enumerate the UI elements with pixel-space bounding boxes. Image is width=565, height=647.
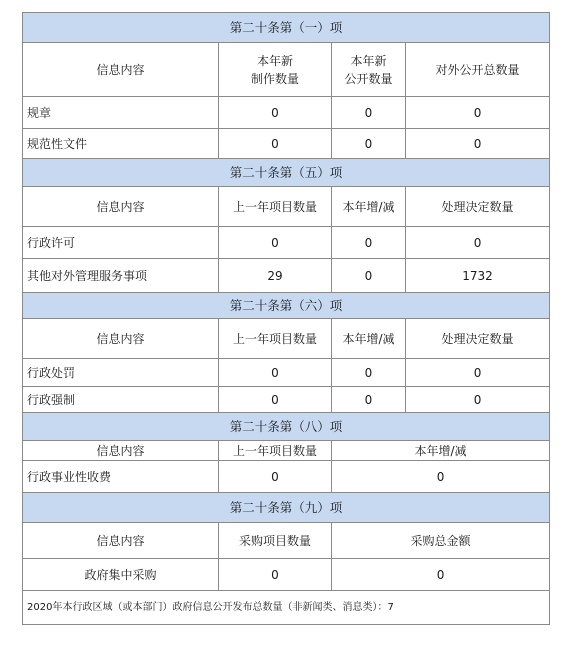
row-label: 规范性文件 (23, 129, 219, 159)
value-cell: 29 (219, 259, 332, 293)
value-cell: 0 (219, 129, 332, 159)
row-label: 规章 (23, 97, 219, 129)
table-row (23, 227, 550, 259)
header-row-8 (23, 441, 550, 461)
value-cell: 0 (219, 559, 332, 591)
header-cell: 上一年项目数量 (219, 319, 332, 359)
header-row-5 (23, 187, 550, 227)
table-row (23, 359, 550, 387)
header-row-6 (23, 319, 550, 359)
header-cell: 采购总金额 (332, 523, 550, 559)
header-cell: 信息内容 (23, 43, 219, 97)
value-cell: 0 (332, 129, 406, 159)
row-label: 行政强制 (23, 387, 219, 413)
header-row-9 (23, 523, 550, 559)
value-cell: 1732 (406, 259, 550, 293)
header-cell: 本年增/减 (332, 441, 550, 461)
header-cell: 本年增/减 (332, 187, 406, 227)
header-cell: 上一年项目数量 (219, 187, 332, 227)
value-cell: 0 (219, 387, 332, 413)
value-cell: 0 (332, 259, 406, 293)
section-title-8: 第二十条第（八）项 (23, 413, 550, 441)
section-title-1: 第二十条第（一）项 (23, 13, 550, 43)
header-cell: 处理决定数量 (406, 319, 550, 359)
row-label: 行政许可 (23, 227, 219, 259)
header-cell: 信息内容 (23, 319, 219, 359)
value-cell: 0 (332, 227, 406, 259)
value-cell: 0 (406, 129, 550, 159)
header-cell: 本年新 公开数量 (332, 43, 406, 97)
table-row (23, 259, 550, 293)
value-cell: 0 (406, 97, 550, 129)
header-cell: 本年新 制作数量 (219, 43, 332, 97)
section-title-9: 第二十条第（九）项 (23, 493, 550, 523)
value-cell: 0 (332, 359, 406, 387)
table-row (23, 461, 550, 493)
header-cell: 信息内容 (23, 523, 219, 559)
header-cell: 采购项目数量 (219, 523, 332, 559)
table-row (23, 129, 550, 159)
header-row-1 (23, 43, 550, 97)
table-row (23, 387, 550, 413)
row-label: 行政处罚 (23, 359, 219, 387)
footer-total: 2020年本行政区域（或本部门）政府信息公开发布总数量（非新闻类、消息类）：7 (23, 591, 550, 625)
value-cell: 0 (406, 359, 550, 387)
value-cell: 0 (219, 461, 332, 493)
section-title-6: 第二十条第（六）项 (23, 293, 550, 319)
row-label: 政府集中采购 (23, 559, 219, 591)
header-cell: 处理决定数量 (406, 187, 550, 227)
row-label: 其他对外管理服务事项 (23, 259, 219, 293)
value-cell: 0 (332, 461, 550, 493)
header-cell: 信息内容 (23, 187, 219, 227)
value-cell: 0 (332, 387, 406, 413)
section-title-5: 第二十条第（五）项 (23, 159, 550, 187)
header-cell: 对外公开总数量 (406, 43, 550, 97)
value-cell: 0 (406, 387, 550, 413)
value-cell: 0 (332, 97, 406, 129)
disclosure-table (22, 12, 550, 625)
row-label: 行政事业性收费 (23, 461, 219, 493)
header-cell: 本年增/减 (332, 319, 406, 359)
table-row (23, 97, 550, 129)
value-cell: 0 (219, 359, 332, 387)
value-cell: 0 (332, 559, 550, 591)
header-cell: 上一年项目数量 (219, 441, 332, 461)
value-cell: 0 (219, 97, 332, 129)
table-row (23, 559, 550, 591)
header-cell: 信息内容 (23, 441, 219, 461)
value-cell: 0 (219, 227, 332, 259)
value-cell: 0 (406, 227, 550, 259)
